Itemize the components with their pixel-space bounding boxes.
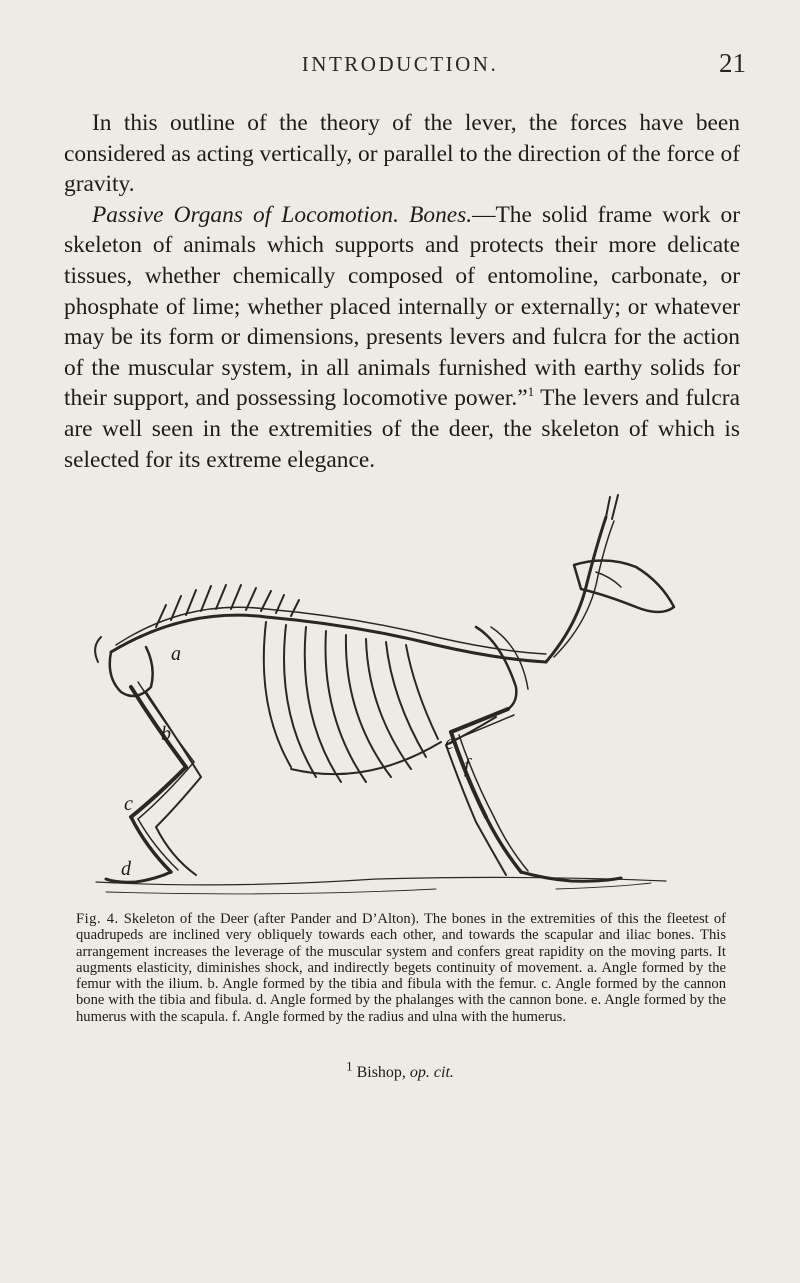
paragraph-lever: In this outline of the theory of the lever, the forces have been considered as acting vertically, or parallel to the direction of the force of gravity.	[64, 110, 740, 198]
footnote-mark: 1	[527, 384, 535, 400]
figure-caption	[76, 911, 726, 1025]
paragraph-bones-tail: The levers and fulcra are well seen in the extremities of the deer, the skeleton of which is selected for its extreme elegance.	[64, 385, 740, 473]
footnote	[0, 1058, 800, 1082]
footnote-author: Bishop,	[352, 1064, 410, 1081]
caption-text: Skeleton of the Deer (after Pander and D’Alton). The bones in the extremities of this the fleetest of quadrupeds are inclined very obliquely towards each other, and towards the scapular and iliac bones. This arrangement increases the leverage of the muscular system and confers great rapidity on the moving parts. It augments elasticity, diminishes shock, and indirectly begets continuity of movement. a. Angle formed by the femur with the ilium. b. Angle formed by the tibia and fibula with the femur. c. Angle formed by the cannon bone with the tibia and fibula. d. Angle formed by the phalanges with the cannon bone. e. Angle formed by the humerus with the scapula. f. Angle formed by the radius and ulna with the humerus.	[76, 911, 726, 1025]
running-head: INTRODUCTION.	[301, 52, 499, 76]
label-b: b	[161, 723, 171, 745]
section-heading: Passive Organs of Locomotion. Bones.	[92, 201, 473, 228]
label-c: c	[124, 793, 133, 815]
page-header	[0, 48, 800, 88]
footnote-number: 1	[346, 1058, 353, 1074]
deer-skeleton-figure	[76, 477, 676, 902]
label-f: f	[464, 755, 470, 777]
footnote-ref: op. cit.	[409, 1064, 454, 1081]
body-text	[64, 108, 740, 475]
figure-label: Fig. 4.	[76, 911, 119, 927]
label-d: d	[121, 858, 131, 880]
deer-skeleton-illustration	[76, 477, 676, 902]
label-e: e	[445, 732, 454, 754]
label-a: a	[171, 643, 181, 665]
paragraph-bones-text: —The solid frame work or skeleton of animals which supports and protects their more delicate tissues, whether chemically composed of entomoline, carbonate, or phosphate of lime; whether placed internally or externally; or whatever may be its form or dimensions, presents levers and fulcra for the action of the muscular system, in all animals furnished with earthy solids for their support, and possessing locomotive power.”	[64, 201, 741, 412]
paragraph-bones	[64, 200, 740, 475]
page-number: 21	[719, 48, 746, 78]
